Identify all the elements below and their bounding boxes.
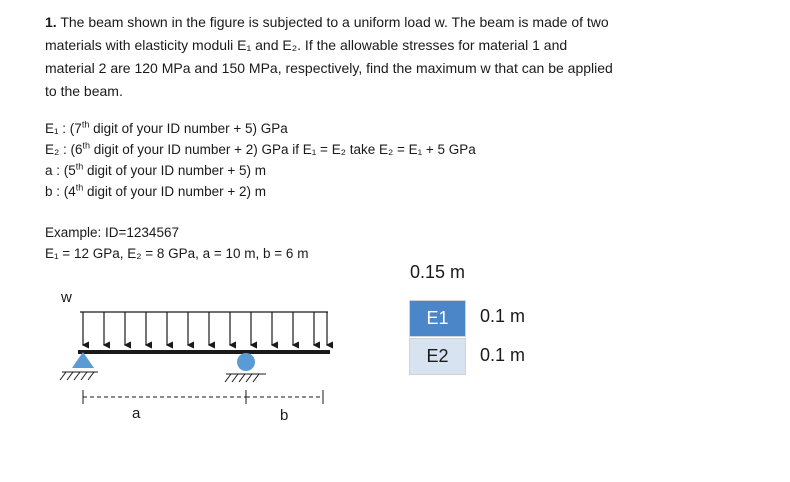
dimension-line-a (83, 390, 246, 404)
section-e1-label: E1 (426, 308, 449, 328)
dimension-line-b (246, 390, 323, 404)
example-values: E₁ = 12 GPa, E₂ = 8 GPa, a = 10 m, b = 6 m (45, 246, 309, 261)
span-a-label: a (132, 405, 141, 422)
example-id: Example: ID=1234567 (45, 225, 179, 240)
problem-line-1: 1. The beam shown in the figure is subjected to a uniform load w. The beam is made of two (45, 14, 609, 30)
param-b: b : (4th digit of your ID number + 2) m (45, 182, 266, 199)
param-e2: E₂ : (6th digit of your ID number + 2) GPa if E₁ = E₂ take E₂ = E₁ + 5 GPa (45, 140, 476, 157)
problem-line-3: material 2 are 120 MPa and 150 MPa, respectively, find the maximum w that can be applied (45, 60, 613, 76)
load-label-w: w (61, 289, 72, 306)
ground-hatch-right (225, 374, 266, 382)
beam (78, 350, 330, 354)
section-material-e2 (409, 338, 466, 375)
roller-support (237, 353, 255, 371)
section-e2-height-label: 0.1 m (480, 345, 526, 365)
section-e1-height-label: 0.1 m (480, 306, 526, 326)
span-b-label: b (280, 407, 289, 424)
ground-hatch-left (60, 372, 98, 380)
param-e1: E₁ : (7th digit of your ID number + 5) GPa (45, 119, 288, 136)
problem-line-4: to the beam. (45, 83, 123, 99)
section-width-label: 0.15 m (410, 262, 466, 282)
section-e2-label: E2 (426, 346, 449, 366)
distributed-load-arrows (83, 312, 327, 345)
param-a: a : (5th digit of your ID number + 5) m (45, 161, 266, 178)
pin-support (72, 352, 94, 368)
problem-line-2: materials with elasticity moduli E₁ and E₂. If the allowable stresses for material 1 and (45, 37, 568, 53)
section-material-e1 (409, 300, 466, 337)
problem-number: 1. (45, 14, 57, 30)
